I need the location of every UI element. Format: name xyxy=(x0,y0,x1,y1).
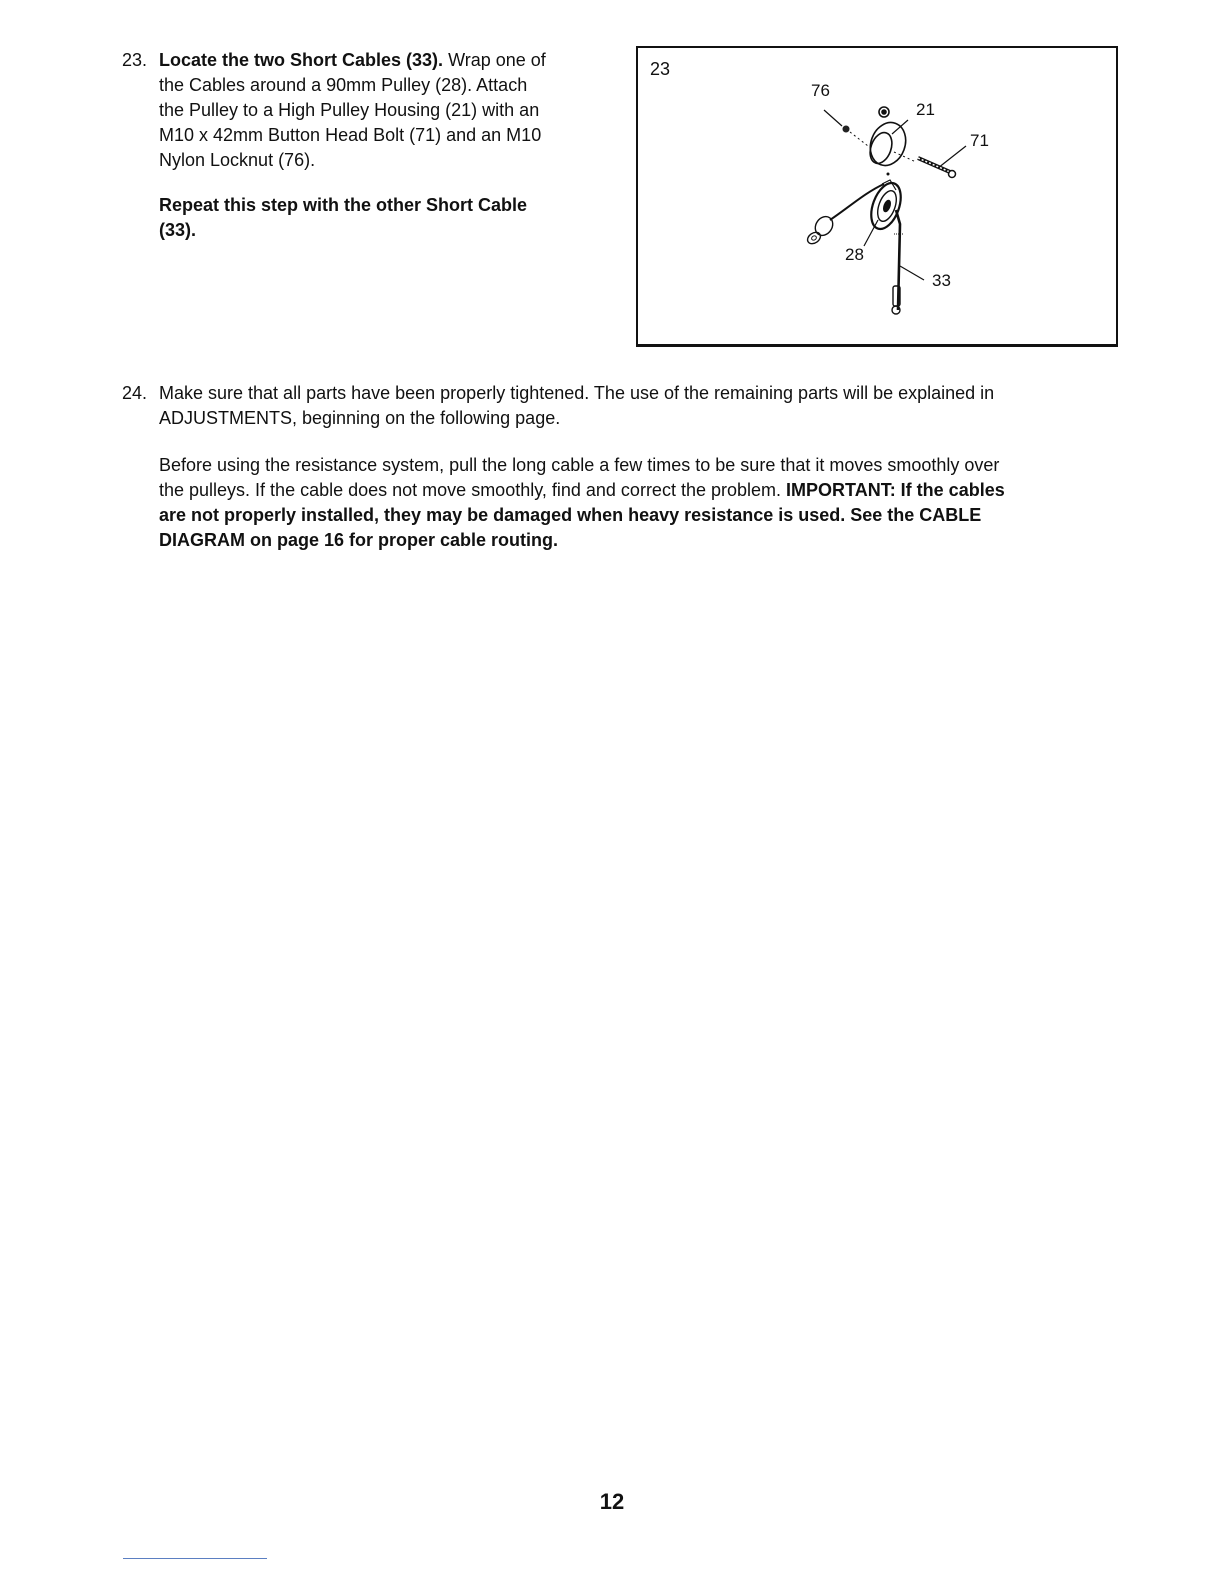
step-23-line-5: Nylon Locknut (76). xyxy=(159,150,316,170)
step-23-lead: Locate the two Short Cables (33). xyxy=(159,50,444,70)
step-24-p2-line-1: Before using the resistance system, pull the long cable a few times to be sure that it moves smoothly over xyxy=(159,455,1000,475)
step-23-repeat-line-1: Repeat this step with the other Short Cable xyxy=(159,195,528,215)
step-24-p2-line-2 xyxy=(159,478,1119,503)
step-23-line-1 xyxy=(159,48,619,73)
step-24-important-label: IMPORTANT: If the cables xyxy=(786,480,1005,500)
step-24-p2-line-4: DIAGRAM on page 16 for proper cable routing. xyxy=(159,530,559,550)
step-24-line-2: ADJUSTMENTS, beginning on the following page. xyxy=(159,408,561,428)
leader-28 xyxy=(864,220,878,246)
leader-21 xyxy=(892,120,908,134)
alignment-dash-1 xyxy=(850,132,868,146)
callout-21: 21 xyxy=(916,100,935,119)
page-number: 12 xyxy=(599,1489,625,1514)
locknut-76-icon xyxy=(843,126,850,133)
step-24-paragraph-2 xyxy=(159,453,1119,553)
pulley-housing-21-icon xyxy=(865,107,912,170)
step-23-number: 23. xyxy=(122,50,148,70)
step-23-line-1-tail: Wrap one of xyxy=(448,50,546,70)
step-24-number: 24. xyxy=(122,383,148,403)
leader-76 xyxy=(824,110,842,126)
callout-28: 28 xyxy=(845,245,864,264)
step-24-p2-line-2-normal: the pulleys. If the cable does not move smoothly, find and correct the problem. xyxy=(159,480,782,500)
figure-23-box xyxy=(636,46,1118,347)
pulley-assembly-diagram xyxy=(638,48,1116,344)
step-24-p2-line-3: are not properly installed, they may be damaged when heavy resistance is used. See the CABLE xyxy=(159,505,982,525)
step-23-text xyxy=(159,48,619,173)
footer-rule xyxy=(123,1558,267,1559)
bolt-71-icon xyxy=(918,158,956,178)
step-24-paragraph-1 xyxy=(159,381,1119,431)
figure-label: 23 xyxy=(650,59,671,79)
step-23-line-2: the Cables around a 90mm Pulley (28). Attach xyxy=(159,75,528,95)
alignment-dot xyxy=(887,173,890,176)
step-23-repeat-line-2: (33). xyxy=(159,220,197,240)
step-24-line-1: Make sure that all parts have been properly tightened. The use of the remaining parts will be explained in xyxy=(159,383,995,403)
callout-33: 33 xyxy=(932,271,951,290)
leader-33 xyxy=(900,266,924,280)
leader-71 xyxy=(938,146,966,168)
step-23-line-4: M10 x 42mm Button Head Bolt (71) and an M10 xyxy=(159,125,542,145)
callout-71: 71 xyxy=(970,131,989,150)
step-23-repeat-note xyxy=(159,193,619,243)
callout-76: 76 xyxy=(811,81,830,100)
step-23-line-3: the Pulley to a High Pulley Housing (21) with an xyxy=(159,100,540,120)
